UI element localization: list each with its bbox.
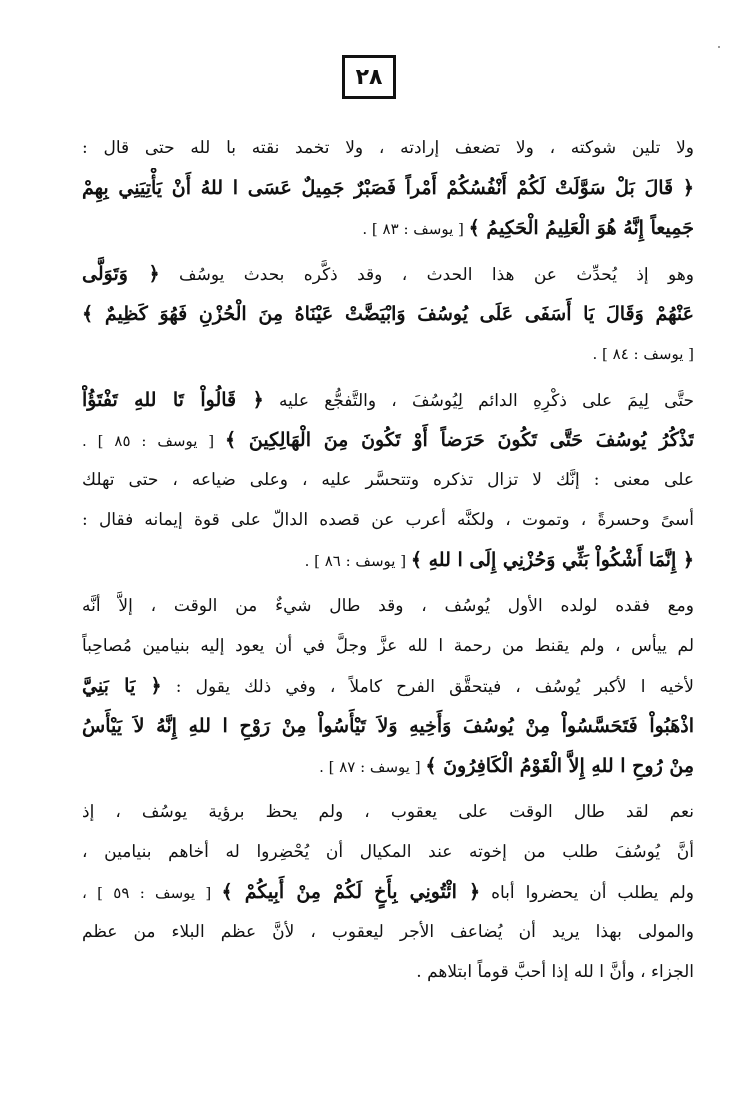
verse-reference: [ يوسف : ٨٦ ] . bbox=[304, 552, 411, 570]
quran-verse: ﴿ قَالُواْ تَا للهِ تَفْتَؤُاْ bbox=[82, 389, 264, 411]
verse-reference: [ يوسف : ٨٥ ] . bbox=[82, 432, 226, 450]
text-line bbox=[82, 334, 694, 374]
text-line bbox=[82, 420, 694, 460]
text-line bbox=[82, 872, 694, 912]
body-text: أنَّ يُوسُفَ طلب من إخوته عند المكيال أن يُحْضِروا له أخاهم بنيامين ، bbox=[82, 842, 694, 862]
body-text: حتَّى لِيمَ على ذكْرِهِ الدائم لِيُوسُفَ ، والتَّفجُّع عليه bbox=[263, 391, 694, 411]
text-line bbox=[82, 254, 694, 294]
body-text: ومع فقده لولده الأول يُوسُف ، وقد طال شيءٌ من الوقت ، إلاَّ أنَّه bbox=[82, 596, 694, 616]
paragraph bbox=[82, 792, 694, 992]
body-text: نعم لقد طال الوقت على يعقوب ، ولم يحظ برؤية يوسُف ، إذ bbox=[82, 802, 694, 822]
quran-verse: عَنْهُمْ وَقَالَ يَا أَسَفَى عَلَى يُوسُفَ وَابْيَضَّتْ عَيْنَاهُ مِنَ الْحُزْنِ فَهُوَ كَظِيمٌ ﴾ bbox=[82, 303, 694, 325]
text-line bbox=[82, 952, 694, 992]
quran-verse: اذْهَبُواْ فَتَحَسَّسُواْ مِنْ يُوسُفَ وَأَخِيهِ وَلاَ تَيْأَسُواْ مِنْ رَوْحِ ا للهِ إِنَّهُ لاَ يَيْأَسُ bbox=[82, 715, 694, 737]
quran-verse: مِنْ رُوحِ ا للهِ إِلاَّ الْقَوْمُ الْكَافِرُونَ ﴾ bbox=[425, 755, 694, 777]
scan-mark bbox=[718, 46, 720, 48]
body-text: لم ييأس ، ولم يقنط من رحمة ا لله عزَّ وجلَّ في أن يعود إليه بنيامين مُصاحِباً bbox=[82, 636, 694, 656]
body-text: ولا تلين شوكته ، ولا تضعف إرادته ، ولا تخمد نقته با لله حتى قال : bbox=[82, 138, 694, 158]
quran-verse: ﴿ يَا بَنِيَّ bbox=[82, 675, 162, 697]
quran-verse: ﴿ قَالَ بَلْ سَوَّلَتْ لَكُمْ أَنْفُسُكُمْ أَمْراً فَصَبْرٌ جَمِيلٌ عَسَى ا للهُ أَنْ يَأْتِيَنِي بِهِمْ bbox=[82, 177, 694, 199]
body-text: ولم يطلب أن يحضروا أباه bbox=[480, 883, 694, 903]
paragraph bbox=[82, 128, 694, 248]
page-number bbox=[342, 55, 396, 99]
text-line bbox=[82, 912, 694, 952]
body-text: والمولى بهذا يريد أن يُضاعف الأجر ليعقوب ، لأنَّ عظم البلاء من عظم bbox=[82, 922, 694, 942]
text-line bbox=[82, 540, 694, 580]
text-line bbox=[82, 626, 694, 666]
text-line bbox=[82, 746, 694, 786]
quran-verse: ﴿ إِنَّمَا أَشْكُواْ بَثِّي وَحُزْنِي إِلَى ا للهِ ﴾ bbox=[410, 549, 694, 571]
verse-reference: [ يوسف : ٨٤ ] . bbox=[592, 345, 694, 363]
verse-reference: [ يوسف : ٥٩ ] ، bbox=[82, 884, 222, 902]
text-line bbox=[82, 586, 694, 626]
text-line bbox=[82, 168, 694, 208]
text-line bbox=[82, 832, 694, 872]
paragraph bbox=[82, 380, 694, 580]
text-line bbox=[82, 208, 694, 248]
quran-verse: تَذْكُرُ يُوسُفَ حَتَّى تَكُونَ حَرَضاً أَوْ تَكُونَ مِنَ الْهَالِكِينَ ﴾ bbox=[225, 429, 694, 451]
verse-reference: [ يوسف : ٨٧ ] . bbox=[319, 758, 426, 776]
body-text: أسىً وحسرةً ، وتموت ، ولكنَّه أعرب عن قصده الدالّ على قوة إيمانه فقال : bbox=[82, 510, 694, 530]
quran-verse: ﴿ وَتَوَلَّى bbox=[82, 263, 160, 285]
text-line bbox=[82, 706, 694, 746]
text-line bbox=[82, 666, 694, 706]
page-number-text: ٢٨ bbox=[355, 64, 383, 90]
body-text: الجزاء ، وأنَّ ا لله إذا أحبَّ قوماً ابتلاهم . bbox=[416, 962, 694, 982]
paragraph bbox=[82, 254, 694, 374]
page-body bbox=[82, 128, 694, 992]
text-line bbox=[82, 380, 694, 420]
verse-reference: [ يوسف : ٨٣ ] . bbox=[362, 220, 469, 238]
quran-verse: جَمِيعاً إِنَّهُ هُوَ الْعَلِيمُ الْحَكِيمُ ﴾ bbox=[468, 217, 694, 239]
text-line bbox=[82, 128, 694, 168]
text-line bbox=[82, 500, 694, 540]
quran-verse: ﴿ ائْتُونِي بِأَخٍ لَكُمْ مِنْ أَبِيكُمْ ﴾ bbox=[221, 881, 481, 903]
body-text: على معنى : إنَّك لا تزال تذكره وتتحسَّر عليه ، وعلى ضياعه ، حتى تهلك bbox=[82, 470, 694, 490]
text-line bbox=[82, 792, 694, 832]
text-line bbox=[82, 294, 694, 334]
body-text: لأخيه ا لأكبر يُوسُف ، فيتحقَّق الفرح كاملاً ، وفي ذلك يقول : bbox=[161, 677, 694, 697]
paragraph bbox=[82, 586, 694, 786]
text-line bbox=[82, 460, 694, 500]
body-text: وهو إذ يُحدِّث عن هذا الحدث ، وقد ذكَّره بحدث يوسُف bbox=[159, 265, 694, 285]
